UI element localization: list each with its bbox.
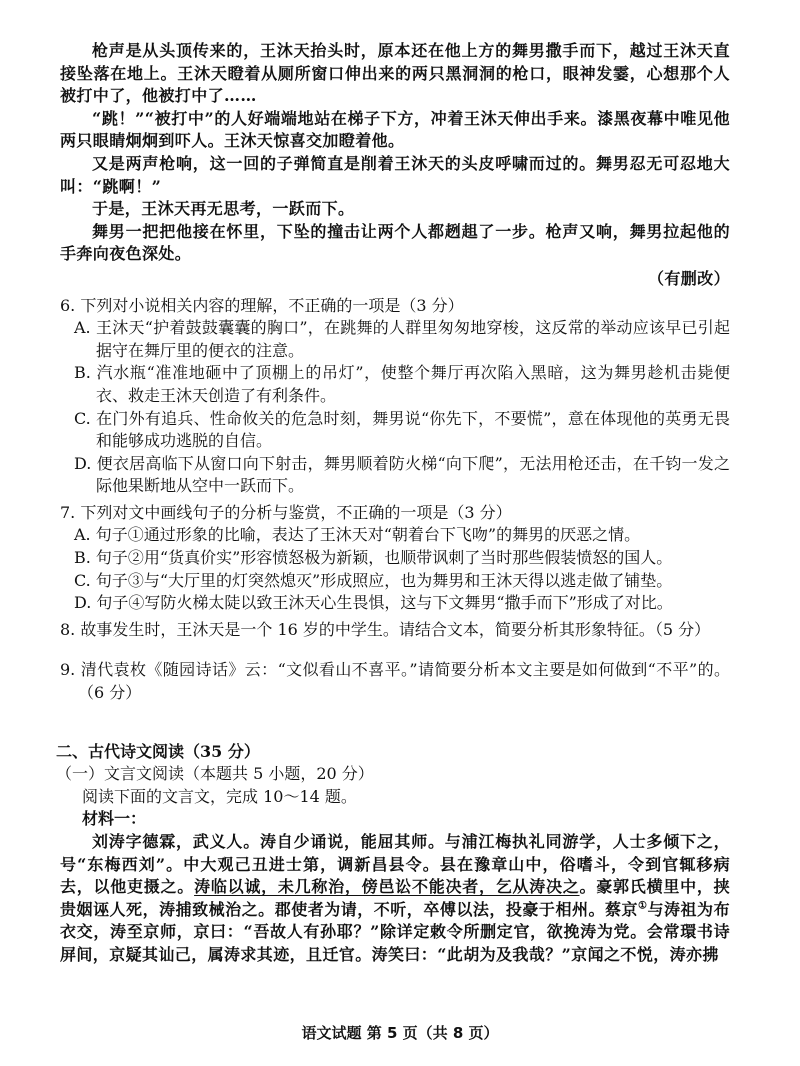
- question-6-stem: 6. 下列对小说相关内容的理解，不正确的一项是（3 分）: [60, 295, 464, 315]
- questions-block: [56, 295, 730, 831]
- classical-passage: [60, 831, 730, 967]
- question-6-option-a: A. 王沐天“护着鼓鼓囊囊的胸口”，在跳舞的人群里匆匆地穿梭，这反常的举动应该早已引起据守在舞厅里的便衣的注意。: [74, 318, 730, 360]
- exam-page: [56, 40, 731, 967]
- passage-text: 与涛祖为布衣交，涛至京师，京曰：“吾故人有孙耶？”除详定敕令所删定官，欲挽涛为党。会常環书诗屏间，京疑其讪己，属涛求其迹，且迁官。涛笑曰：“此胡为及我哉？”京闻之不悦，涛亦拂: [60, 899, 730, 964]
- passage-text: 刘涛字德霖，武义人。涛自少诵说，能屈其师。与浦江梅执礼同游学，人士多倾下之，号“东梅西刘”。中大观己丑进士第，调新昌县令。县在豫章山中，俗嗜斗，令到官辄移病去，以他吏摄之。: [60, 832, 730, 897]
- story-paragraph: 枪声是从头顶传来的，王沐天抬头时，原本还在他上方的舞男撒手而下，越过王沐天直接坠落在地上。王沐天瞪着从厕所窗口伸出来的两只黑洞洞的枪口，眼神发霎，心想那个人被打中了，他被打中了……: [60, 41, 730, 106]
- question-7-stem: 7. 下列对文中画线句子的分析与鉴赏，不正确的一项是（3 分）: [60, 502, 512, 522]
- story-paragraph: 又是两声枪响，这一回的子弹简直是削着王沐天的头皮呼啸而过的。舞男忍无可忍地大叫：“跳啊！”: [60, 153, 730, 196]
- question-8: 8. 故事发生时，王沐天是一个 16 岁的中学生。请结合文本，简要分析其形象特征。（5 分）: [60, 619, 711, 639]
- question-7-option-c: C. 句子③与“大厅里的灯突然熄灭”形成照应，也为舞男和王沐天得以逃走做了铺垫。: [74, 570, 673, 590]
- underlined-sentence: 涛临以诚，未几称治，傍邑讼不能决者，乞从涛决之: [194, 877, 580, 897]
- question-7-option-a: A. 句子①通过形象的比喻，表达了王沐天对“朝着台下飞吻”的舞男的厌恶之情。: [74, 525, 641, 545]
- material-label: 材料一：: [82, 809, 147, 829]
- question-7-option-d: D. 句子④写防火梯太陡以致王沐天心生畏惧，这与下文舞男“撒手而下”形成了对比。: [74, 593, 673, 613]
- section-title: 二、古代诗文阅读（35 分）: [56, 741, 260, 761]
- question-7-option-b: B. 句子②用“货真价实”形容愤怒极为新颖，也顺带讽刺了当时那些假装愤怒的国人。: [74, 548, 673, 568]
- question-9: 9. 清代袁枚《随园诗话》云：“文似看山不喜平。”请简要分析本文主要是如何做到“不平”的。（6 分）: [60, 660, 730, 703]
- passage-text: 。豪郭氏横里中，挟贵姻诬人死，涛捕致械治之。郡使者为请，不听，卒傅以法，投豪于相州。蔡京: [60, 877, 731, 919]
- footnote-marker: ①: [638, 900, 648, 912]
- reading-instruction: 阅读下面的文言文，完成 10～14 题。: [82, 786, 357, 806]
- subsection-title: （一）文言文阅读（本题共 5 小题，20 分）: [56, 764, 374, 784]
- story-paragraph: 舞男一把把他接在怀里，下坠的撞击让两个人都趔趄了一步。枪声又响，舞男拉起他的手奔向夜色深处。: [60, 221, 730, 264]
- revision-note: （有删改）: [647, 268, 730, 288]
- question-6-option-d: D. 便衣居高临下从窗口向下射击，舞男顺着防火梯“向下爬”，无法用枪还击，在千钧一发之际他果断地从空中一跃而下。: [74, 453, 730, 496]
- story-paragraph: “跳！”“被打中”的人好端端地站在梯子下方，冲着王沐天伸出手来。漆黑夜幕中唯见他两只眼睛炯炯到吓人。王沐天惊喜交加瞪着他。: [60, 108, 730, 151]
- page-footer: 语文试题 第 5 页（共 8 页）: [301, 1024, 499, 1042]
- question-6-option-c: C. 在门外有追兵、性命攸关的危急时刻，舞男说“你先下，不要慌”，意在体现他的英勇无畏和能够成功逃脱的自信。: [74, 408, 730, 451]
- story-paragraph: 于是，王沐天再无思考，一跃而下。: [92, 199, 355, 219]
- question-6-option-b: B. 汽水瓶“准准地砸中了顶棚上的吊灯”，使整个舞厅再次陷入黑暗，这为舞男趁机击毙便衣、救走王沐天创造了有利条件。: [74, 363, 730, 405]
